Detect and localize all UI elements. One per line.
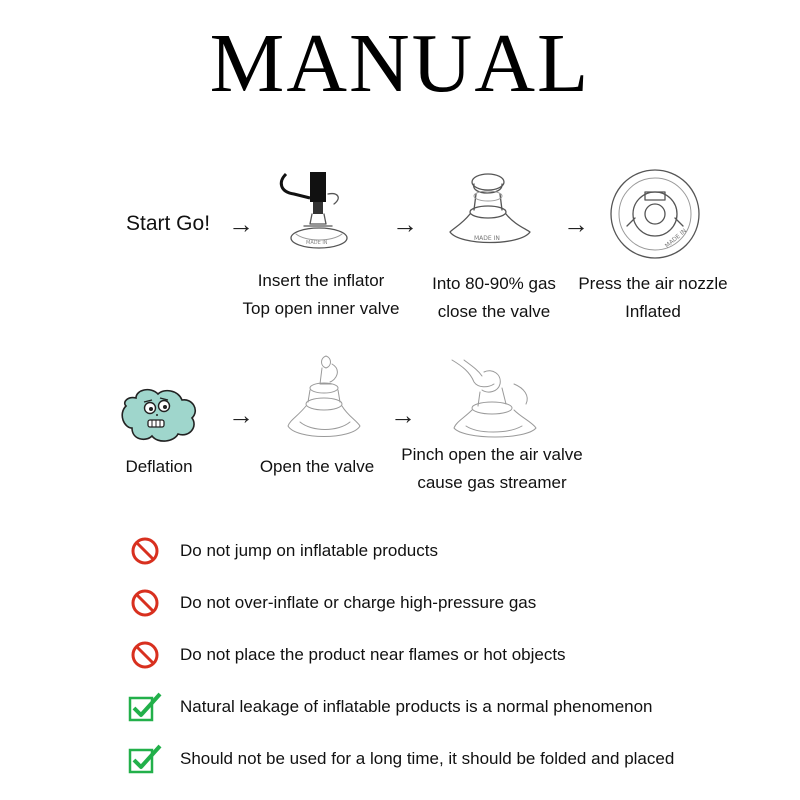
rule-text: Should not be used for a long time, it should be folded and placed [180, 749, 675, 768]
svg-text:MADE IN: MADE IN [663, 227, 689, 250]
check-icon [128, 690, 162, 724]
start-go-label: Start Go! [126, 212, 211, 235]
step-label: Pinch open the air valve cause gas streamer [401, 445, 583, 492]
rule-item [128, 638, 566, 672]
page-title: MANUAL [209, 17, 591, 110]
arrow-icon: → [392, 209, 418, 239]
rule-text: Natural leakage of inflatable products is a normal phenomenon [180, 697, 653, 716]
step-label: Into 80-90% gas close the valve [432, 274, 556, 321]
rule-item [128, 534, 438, 568]
svg-text:MADE IN: MADE IN [306, 240, 328, 246]
step-label: Open the valve [259, 457, 375, 476]
rule-text: Do not over-inflate or charge high-pressure gas [180, 593, 537, 612]
step-label: Insert the inflator Top open inner valve [242, 271, 400, 318]
arrow-icon: → [390, 400, 416, 430]
svg-text:MADE IN: MADE IN [474, 235, 500, 242]
arrow-icon: → [228, 400, 254, 430]
prohibited-icon [128, 534, 162, 568]
rule-text: Do not jump on inflatable products [180, 541, 438, 560]
air-nozzle-icon [607, 166, 703, 262]
rule-item [128, 690, 653, 724]
deflation-label: Deflation [125, 457, 193, 476]
rule-item [128, 586, 536, 620]
arrow-icon: → [228, 209, 254, 239]
step-label: Press the air nozzle Inflated [578, 274, 728, 321]
prohibited-icon [128, 586, 162, 620]
prohibited-icon [128, 638, 162, 672]
valve-closing-icon [440, 166, 540, 262]
open-valve-icon [280, 352, 366, 450]
check-icon [128, 742, 162, 776]
arrow-icon: → [563, 209, 589, 239]
rule-text: Do not place the product near flames or hot objects [180, 645, 566, 664]
deflated-blob-icon [116, 384, 202, 448]
inflator-valve-icon [276, 168, 372, 264]
pinch-valve-icon [444, 358, 548, 442]
rule-item [128, 742, 674, 776]
